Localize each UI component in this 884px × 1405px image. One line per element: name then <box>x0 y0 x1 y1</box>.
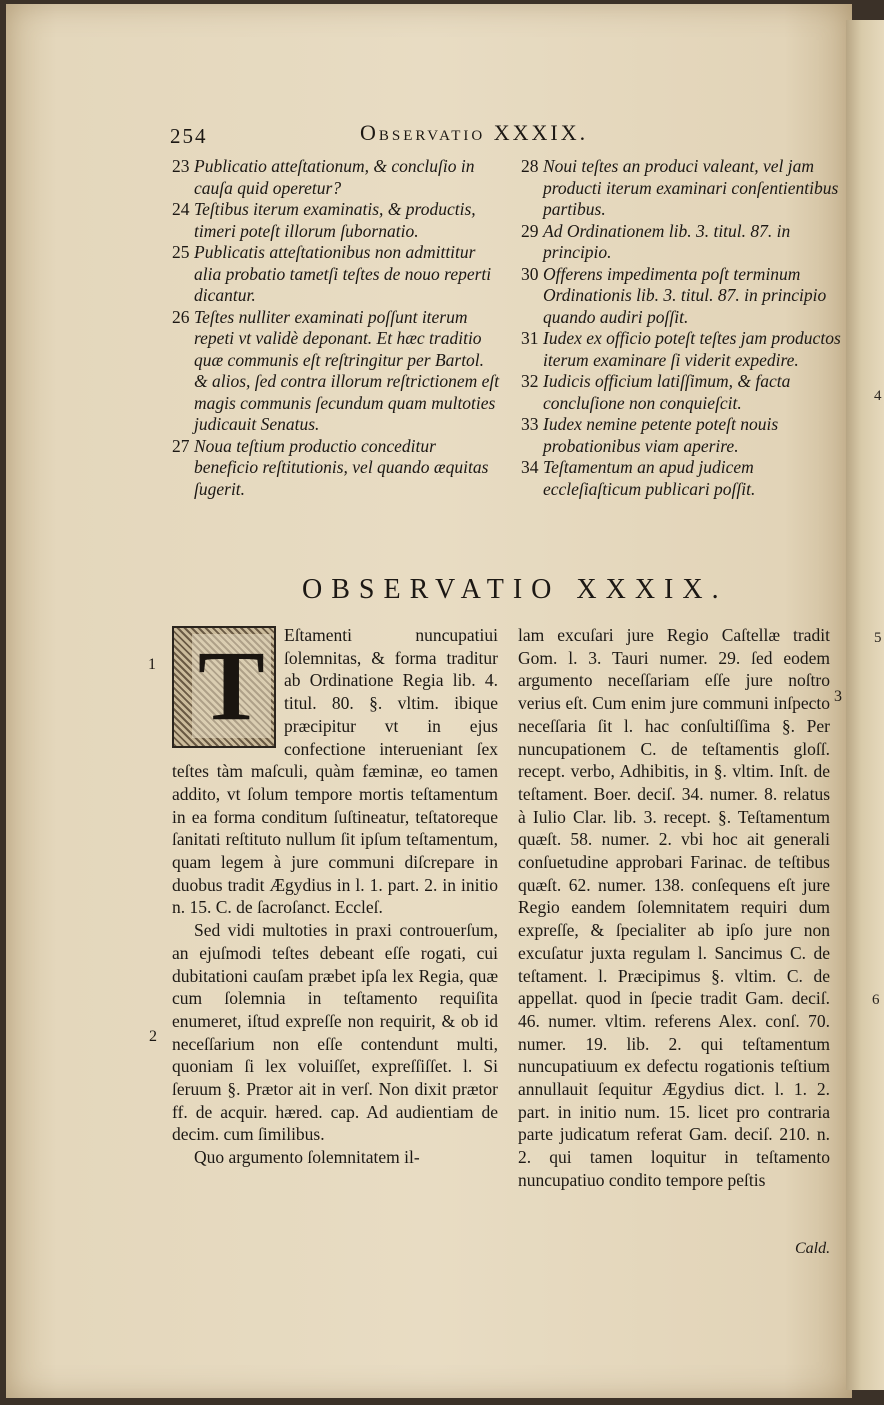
item-number: 31 <box>521 328 539 348</box>
summary-right-column <box>521 156 841 500</box>
summary-item <box>172 242 502 307</box>
running-header <box>170 120 690 150</box>
summary-item <box>521 264 841 329</box>
paragraph-text: Eſtamenti nuncupatiui ſolemnitas, & forma traditur ab Ordinatione Regia lib. 4. titul. 80. §. vltim. ibique præcipitur vt in ejus confectione interueniant ſex teſtes tàm maſculi, quàm fæminæ, eo tamen addito, vt ſolum tempore mortis teſtamentum in ea forma conditum ſuſtineatur, teſtatoreque ſanitati reſtituto nullum ſit ipſum teſtamentum, quam legem à jure communi diſcrepare in duobus tradit Ægydius in l. 1. part. 2. in initio n. 15. C. de ſacroſanct. Eccleſ. <box>172 625 498 918</box>
item-text: Noua teſtium productio conceditur beneficio reſtitutionis, vel quando æquitas ſugerit. <box>194 435 489 499</box>
margin-number: 3 <box>834 688 842 705</box>
summary-item <box>521 414 841 457</box>
section-title: OBSERVATIO XXXIX. <box>302 574 728 605</box>
item-number: 24 <box>172 199 190 219</box>
item-text: Ad Ordinationem lib. 3. titul. 87. in principio. <box>543 220 791 262</box>
margin-number: 2 <box>149 1028 157 1045</box>
catchword: Cald. <box>795 1240 831 1257</box>
paragraph: Sed vidi multoties in praxi controuerſum, an ejuſmodi teſtes debeant eſſe rogati, cui dubitationi cauſam præbet ipſa lex Regia, quæ cum ſolemnia in teſtamento requiſita enumeret, iſtud expreſſe non requirit, & ob id neceſſarium non eſſe contendunt multi, quoniam ſi lex voluiſſet, expreſſiſſet. l. Si ſeruum §. Prætor ait in verſ. Non dixit prætor ff. de acquir. hæred. cap. Ad audientiam de decim. cum ſimilibus. <box>172 920 498 1145</box>
paragraph: Quo argumento ſolemnitatem il- <box>194 1147 420 1168</box>
summary-left-column <box>172 156 502 500</box>
item-text: Offerens impedimenta poſt terminum Ordinationis lib. 3. titul. 87. in principio quando audiri poſſit. <box>543 263 827 327</box>
running-title: Observatio XXXIX. <box>360 120 589 145</box>
summary-item <box>172 436 502 501</box>
summary-item <box>521 371 841 414</box>
summary-item <box>521 221 841 264</box>
body-right-column <box>518 624 830 1192</box>
initial-letter: T <box>192 634 271 738</box>
item-number: 34 <box>521 457 539 477</box>
item-text: Iudex nemine petente poteſt nouis probationibus viam aperire. <box>543 414 779 456</box>
facing-page-number: 5 <box>874 630 882 646</box>
item-number: 33 <box>521 414 539 434</box>
item-number: 29 <box>521 220 539 241</box>
item-text: Publicatis atteſtationibus non admittitur alia probatio tametſi teſtes de nouo reperti dicantur. <box>194 242 492 305</box>
summary-item <box>521 328 841 371</box>
item-number: 27 <box>172 435 190 456</box>
item-text: Noui teſtes an produci valeant, vel jam producti iterum examinari conſentientibus partibus. <box>543 156 839 219</box>
summary-item <box>521 457 841 500</box>
item-number: 32 <box>521 371 539 391</box>
summary-item <box>172 156 502 199</box>
facing-page-number: 6 <box>872 992 880 1008</box>
item-text: Teſtes nulliter examinati poſſunt iterum repeti vt validè deponant. Et hæc traditio quæ communis eſt reſtringitur per Bartol. & alios, ſed contra illorum reſtrictionem eſt magis communis ſecundum quam multoties judicauit Senatus. <box>194 306 500 434</box>
item-number: 30 <box>521 263 539 284</box>
item-number: 26 <box>172 306 190 327</box>
page-number: 254 <box>170 124 208 148</box>
summary-item <box>172 307 502 436</box>
item-text: Iudicis officium latiſſimum, & facta concluſione non conquieſcit. <box>543 371 791 413</box>
item-text: Teſtibus iterum examinatis, & productis, timeri poteſt illorum ſubornatio. <box>194 199 476 241</box>
paragraph: lam excuſari jure Regio Caſtellæ tradit Gom. l. 3. Tauri numer. 29. ſed eodem argumento neceſſariam eſſe jure noſtro verius eſt. Cum enim jure communi inſpecto neceſſaria ſit l. hac conſultiſſima §. Per nuncupationem C. de teſtamentis gloſſ. recept. verbo, Adhibitis, in §. vltim. Inſt. de teſtament. Boer. deciſ. 34. numer. 8. relatus à Iulio Clar. lib. 3. recept. §. Teſtamentum quæſt. 58. numer. 2. vbi hoc ait generali conſuetudine approbari Farinac. de teſtibus quæſt. 62. numer. 138. conſequens eſt jure Regio eandem ſolemnitatem requiri dum expreſſe, & ſpecialiter ab ipſo jure non excuſatur juxta regulam l. Sancimus C. de teſtament. l. Præcipimus §. vltim. C. de appellat. quod in ſpecie tradit Gam. deciſ. 46. numer. vltim. referens Alex. conſ. 70. numer. 19. lib. 2. qui teſtamentum nuncupatiuum ex defectu rogationis teſtium annullauit ſequitur Ægydius dict. l. 1. 2. part. in initio num. 15. licet pro contraria parte judicatum referat Gam. deciſ. 210. n. 2. qui tamen loquitur in teſtamento nuncupatiuo condito tempore peſtis <box>518 625 830 1190</box>
margin-number: 1 <box>148 656 156 673</box>
item-text: Iudex ex officio poteſt teſtes jam productos iterum examinare ſi viderit expedire. <box>543 328 841 370</box>
item-number: 23 <box>172 156 190 176</box>
body-left-column <box>172 624 498 1169</box>
item-number: 25 <box>172 242 190 262</box>
paragraph <box>172 624 498 919</box>
facing-page-edge <box>846 20 884 1390</box>
summary-item <box>521 156 841 221</box>
summary-item <box>172 199 502 242</box>
decorated-initial <box>172 626 276 748</box>
book-page <box>6 4 852 1398</box>
item-text: Publicatio atteſtationum, & concluſio in cauſa quid operetur? <box>194 156 475 198</box>
item-number: 28 <box>521 156 539 176</box>
item-text: Teſtamentum an apud judicem eccleſiaſticum publicari poſſit. <box>543 457 756 499</box>
facing-page-number: 4 <box>874 388 882 404</box>
